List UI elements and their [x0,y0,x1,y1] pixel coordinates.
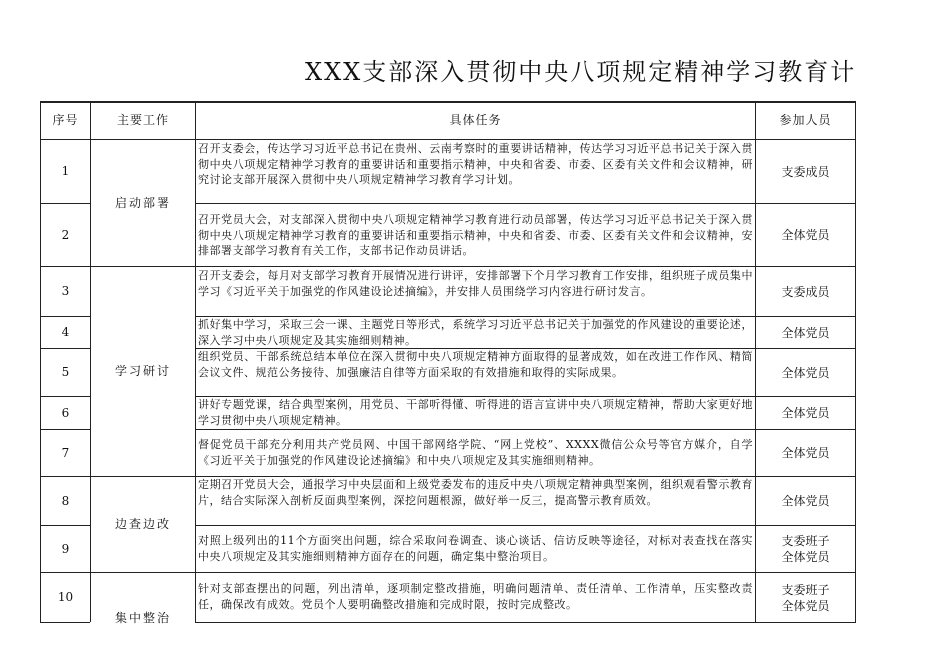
task-text: 讲好专题党课，结合典型案例，用党员、干部听得懂、听得进的语言宣讲中央八项规定精神，帮助大家更好地学习贯彻中央八项规定精神。 [198,398,753,427]
row-number: 3 [61,284,70,298]
group-label: 启动部署 [114,195,171,210]
participants: 全体党员 [781,446,830,460]
group-label: 边查边改 [114,517,171,531]
participants: 全体党员 [781,494,830,508]
participants: 全体党员 [781,228,830,242]
participants: 全体党员 [781,406,830,420]
task-text: 抓好集中学习，采取三会一课、主题党日等形式，系统学习习近平总书记关于加强党的作风建设的重要论述，深入学习中央八项规定及其实施细则精神。 [198,318,753,347]
header-no: 序号 [52,113,79,127]
participants: 全体党员 [781,325,830,340]
row-number: 5 [61,365,70,379]
task-text: 召开支委会，传达学习习近平总书记在贵州、云南考察时的重要讲话精神，传达学习习近平总书记关于深入贯彻中央八项规定精神学习教育的重要讲话和重要指示精神，中央和省委、市委、区委有关文件和会议精神，研究讨论支部开展深入贯彻中央八项规定精神学习教育学习计划。 [198,142,753,186]
row-number: 1 [61,164,70,178]
task-text: 召开支委会，每月对支部学习教育开展情况进行讲评，安排部署下个月学习教育工作安排，组织班子成员集中学习《习近平关于加强党的作风建设论述摘编》，并安排人员围绕学习内容进行研讨发言。 [198,269,753,298]
participants: 全体党员 [781,365,830,380]
row-number: 2 [61,227,70,242]
row-number: 10 [57,590,74,604]
header-participants: 参加人员 [779,113,832,127]
row-number: 4 [61,325,70,339]
page-title: XXX支部深入贯彻中央八项规定精神学习教育计 [305,58,857,86]
participants: 支委成员 [781,164,830,179]
row-number: 7 [61,445,70,460]
task-text: 召开党员大会，对支部深入贯彻中央八项规定精神学习教育进行动员部署，传达学习习近平总书记关于深入贯彻中央八项规定精神学习教育的重要讲话和重要指示精神，中央和省委、市委、区委有关文件和会议精神，安排部署支部学习教育有关工作，支部书记作动员讲话。 [198,213,753,257]
row-number: 9 [61,541,70,556]
task-text: 定期召开党员大会，通报学习中央层面和上级党委发布的违反中央八项规定精神典型案例，组织观看警示教育片，结合实际深入剖析反面典型案例，深挖问题根源，做好举一反三，提高警示教育质效。 [198,478,753,507]
row-number: 8 [61,493,70,508]
task-text: 督促党员干部充分利用共产党员网、中国干部网络学院、“网上党校”、XXXX微信公众号等官方媒介，自学《习近平关于加强党的作风建设论述摘编》和中央八项规定及其实施细则精神。 [198,438,753,467]
group-label: 集中整治 [114,610,171,625]
header-work: 主要工作 [116,113,169,127]
group-label: 学习研讨 [114,364,171,378]
participants: 支委成员 [781,284,830,299]
task-text: 针对支部查摆出的问题，列出清单，逐项制定整改措施，明确问题清单、责任清单、工作清单，压实整改责任，确保改有成效。党员个人要明确整改措施和完成时限，按时完成整改。 [198,582,753,611]
task-text: 对照上级列出的11个方面突出问题，综合采取问卷调查、谈心谈话、信访反映等途径，对标对表查找在落实中央八项规定及其实施细则精神方面存在的问题，确定集中整治项目。 [198,534,753,563]
row-number: 6 [61,405,70,420]
task-text: 组织党员、干部系统总结本单位在深入贯彻中央八项规定精神方面取得的显著成效，如在改进工作作风、精简会议文件、规范公务接待、加强廉洁自律等方面采取的有效措施和取得的实际成果。 [198,350,753,379]
participants: 支委班子 全体党员 [781,582,830,613]
participants: 支委班子 全体党员 [781,534,830,564]
header-task: 具体任务 [449,113,502,127]
